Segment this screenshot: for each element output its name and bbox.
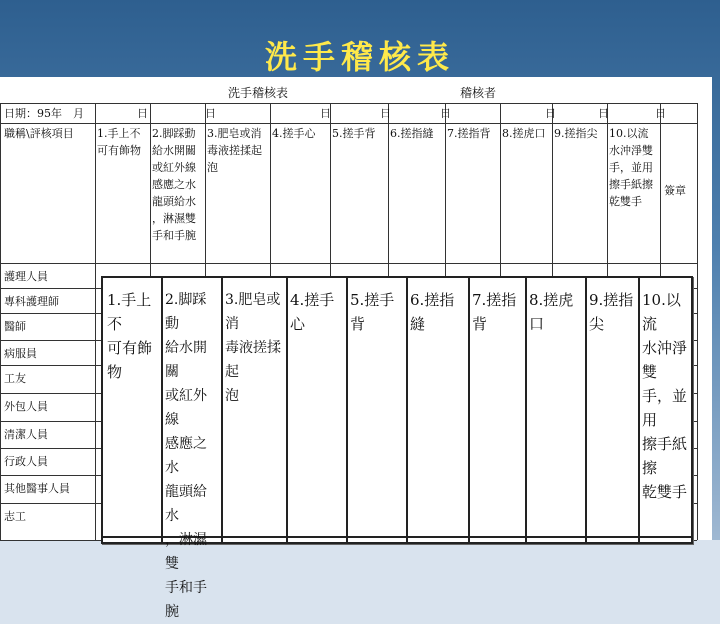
day-mark: 日 <box>320 107 331 120</box>
inset-item-header: 1.手上不 可有飾物 <box>107 291 153 381</box>
role-row-label: 護理人員 <box>4 270 48 283</box>
inset-item-header: 9.搓指尖 <box>589 291 634 333</box>
inset-col-line <box>638 278 640 542</box>
item-header: 9.搓指尖 <box>554 127 598 140</box>
date-label: 日期：95年 月 <box>4 107 84 120</box>
inset-col-line <box>221 278 223 542</box>
inset-item-header: 4.搓手心 <box>290 291 335 333</box>
table-col-line <box>697 103 698 540</box>
role-row-label: 專科護理師 <box>4 295 59 308</box>
item-header: 4.搓手心 <box>272 127 316 140</box>
inset-item-header: 6.搓指縫 <box>410 291 455 333</box>
item-header: 10.以流 水沖淨雙 手，並用 擦手紙擦 乾雙手 <box>609 127 653 208</box>
day-mark: 日 <box>205 107 216 120</box>
day-mark: 日 <box>137 107 148 120</box>
item-header: 7.搓指背 <box>447 127 491 140</box>
item-header: 6.搓指縫 <box>390 127 434 140</box>
inset-col-line <box>346 278 348 542</box>
day-mark: 日 <box>380 107 391 120</box>
role-row-label: 工友 <box>4 372 26 385</box>
inset-col-line <box>585 278 587 542</box>
role-row-label: 其他醫事人員 <box>4 482 70 495</box>
role-row-label: 病服員 <box>4 347 37 360</box>
signer-label: 稽核者 <box>460 86 497 100</box>
role-row-label: 醫師 <box>4 320 26 333</box>
corner-label: 職稱\評核項目 <box>4 127 74 140</box>
inset-item-header: 2.脚踩動 給水開關 或紅外線 感應之水 龍頭給水 ，淋濕雙 手和手腕 <box>165 292 207 620</box>
role-row-label: 志工 <box>4 510 26 523</box>
form-title: 洗手稽核表 <box>228 86 289 100</box>
inset-item-header: 5.搓手背 <box>350 291 395 333</box>
role-row-label: 清潔人員 <box>4 428 48 441</box>
inset-item-header: 8.搓虎口 <box>529 291 574 333</box>
role-row-label: 外包人員 <box>4 400 48 413</box>
day-mark: 日 <box>440 107 451 120</box>
table-row-line <box>0 123 697 124</box>
table-row-line <box>0 263 697 264</box>
inset-col-line <box>161 278 163 542</box>
inset-item-header: 10.以流 水沖淨雙 手，並用 擦手紙擦 乾雙手 <box>642 291 688 501</box>
role-row-label: 行政人員 <box>4 455 48 468</box>
inset-item-header: 3.肥皂或消 毒液搓揉起 泡 <box>225 292 281 404</box>
inset-col-line <box>406 278 408 542</box>
item-header: 3.肥皂或消 毒液搓揉起 泡 <box>207 127 262 174</box>
slide-title: 洗手稽核表 <box>264 38 455 76</box>
inset-col-line <box>525 278 527 542</box>
item-header: 1.手上不 可有飾物 <box>97 127 141 157</box>
inset-item-header: 7.搓指背 <box>472 291 517 333</box>
inset-col-line <box>468 278 470 542</box>
inset-col-line <box>286 278 288 542</box>
day-mark: 日 <box>655 107 666 120</box>
day-mark: 日 <box>598 107 609 120</box>
item-header: 2.脚踩動 給水開關 或紅外線 感應之水 龍頭給水 ，淋濕雙 手和手腕 <box>152 127 196 242</box>
item-header: 8.搓虎口 <box>502 127 546 140</box>
item-header: 5.搓手背 <box>332 127 376 140</box>
day-mark: 日 <box>545 107 556 120</box>
signature-column-label: 簽章 <box>664 184 686 197</box>
zoomed-header-inset <box>101 276 693 620</box>
table-row-line <box>0 103 697 104</box>
